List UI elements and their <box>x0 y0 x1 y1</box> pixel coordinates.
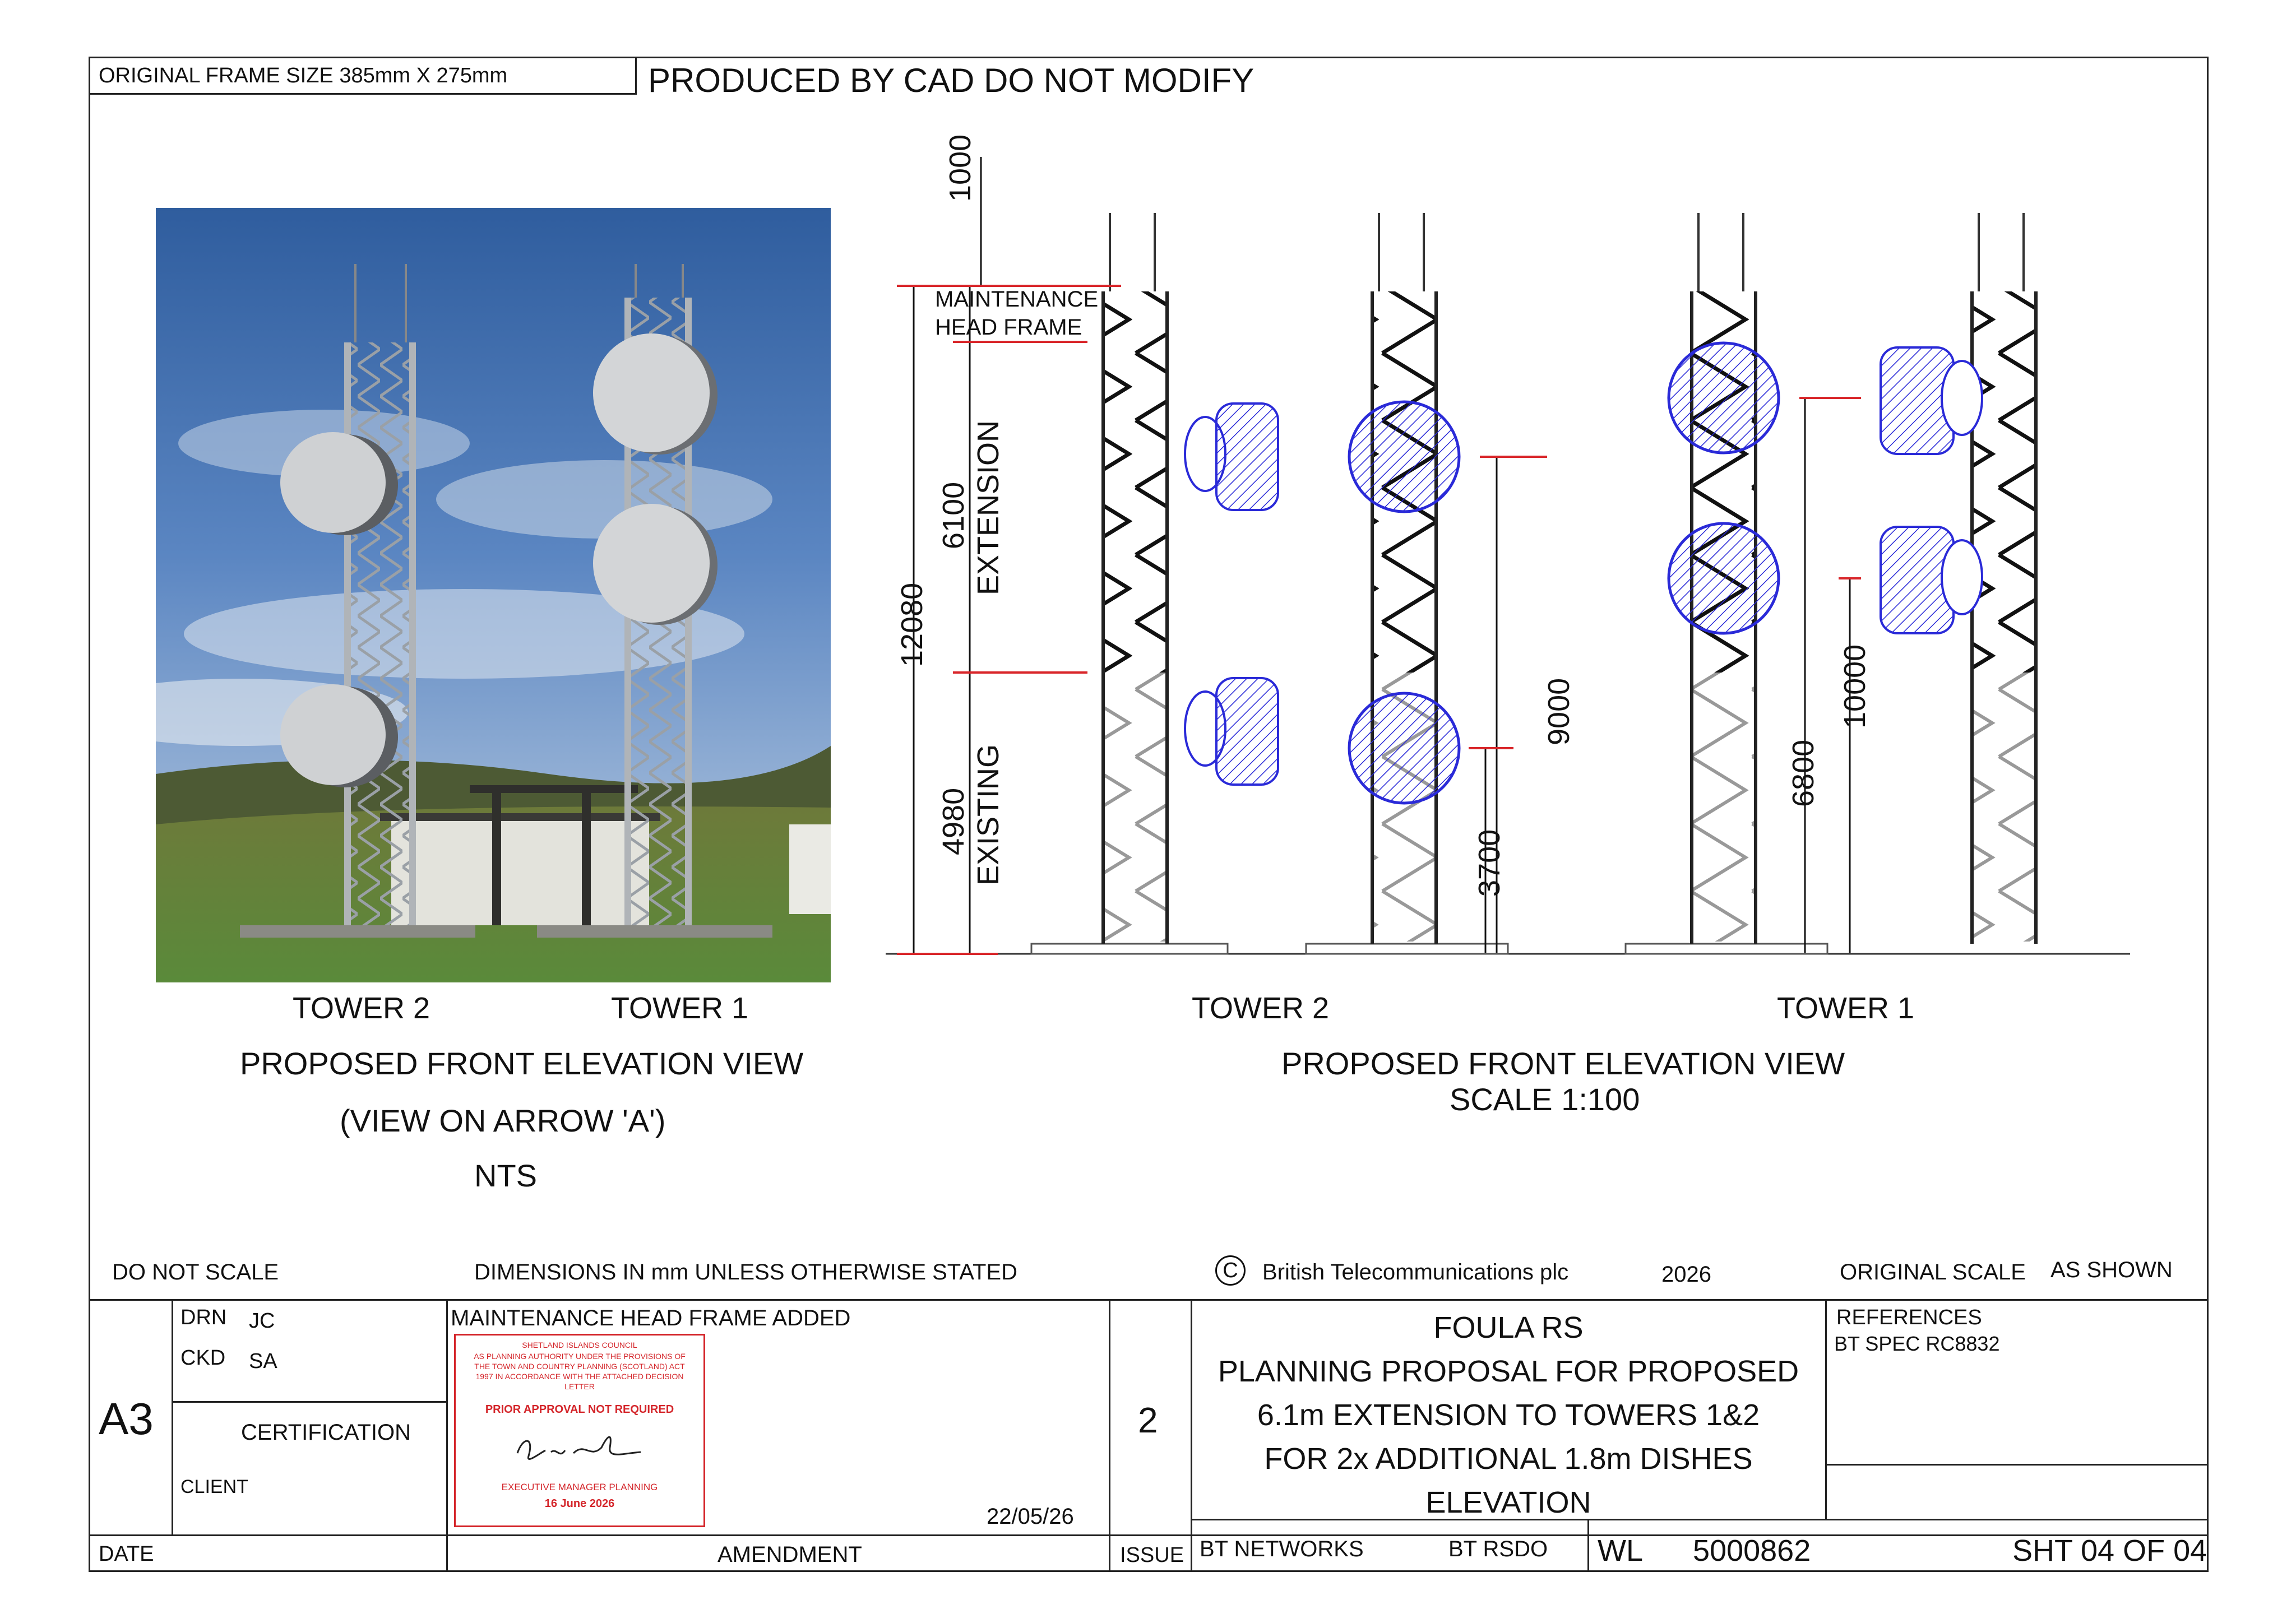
title-line-3: 6.1m EXTENSION TO TOWERS 1&2 <box>1257 1398 1760 1432</box>
copyright-holder: British Telecommunications plc <box>1262 1260 1569 1285</box>
dim-9000: 9000 <box>1542 678 1576 745</box>
stamp-signature <box>506 1425 658 1470</box>
copyright-symbol: C <box>1223 1259 1238 1282</box>
stamp-signatory: EXECUTIVE MANAGER PLANNING <box>501 1482 658 1492</box>
frame-size-note: ORIGINAL FRAME SIZE 385mm X 275mm <box>99 64 508 87</box>
photo-tower2-label: TOWER 2 <box>293 991 430 1025</box>
dimensions-note: DIMENSIONS IN mm UNLESS OTHERWISE STATED <box>474 1260 1017 1285</box>
amendment-text: MAINTENANCE HEAD FRAME ADDED <box>451 1306 851 1330</box>
sheet-size: A3 <box>99 1394 154 1444</box>
dim-existing-4980: 4980 <box>937 787 970 855</box>
stamp-date: 16 June 2026 <box>544 1497 615 1510</box>
tower2-front-elevation <box>1349 213 1459 944</box>
drawing-tower1-label: TOWER 1 <box>1777 991 1915 1025</box>
stamp-line3: 1997 IN ACCORDANCE WITH THE ATTACHED DECISION <box>475 1372 684 1381</box>
tower1-side-elevation <box>1881 213 2036 944</box>
bt-networks: BT NETWORKS <box>1200 1537 1364 1561</box>
council-approval-stamp <box>454 1334 705 1527</box>
stamp-status: PRIOR APPROVAL NOT REQUIRED <box>485 1403 674 1416</box>
original-scale-label: ORIGINAL SCALE <box>1840 1260 2026 1285</box>
stamp-line2: THE TOWN AND COUNTRY PLANNING (SCOTLAND) ACT <box>474 1362 685 1371</box>
title-line-5: ELEVATION <box>1425 1486 1591 1519</box>
original-scale-value: AS SHOWN <box>2050 1258 2173 1282</box>
dim-10000: 10000 <box>1838 644 1872 729</box>
maintenance-label-line1: MAINTENANCE <box>935 287 1099 312</box>
dim-extension-6100: 6100 <box>937 481 970 549</box>
extension-label: EXTENSION <box>971 420 1005 595</box>
issue-label: ISSUE <box>1120 1543 1184 1567</box>
tower1-front-elevation <box>1669 213 1779 944</box>
title-line-2: PLANNING PROPOSAL FOR PROPOSED <box>1218 1355 1799 1388</box>
dim-top-1000: 1000 <box>943 134 977 202</box>
title-line-1: FOULA RS <box>1433 1311 1584 1344</box>
title-line-4: FOR 2x ADDITIONAL 1.8m DISHES <box>1264 1442 1753 1476</box>
client-label: CLIENT <box>180 1476 248 1497</box>
photo-view-scale: NTS <box>474 1158 537 1193</box>
ckd-label: CKD <box>180 1346 226 1370</box>
drn-value: JC <box>249 1309 275 1333</box>
drawing-title-block <box>1192 1306 1825 1524</box>
date-label: DATE <box>99 1542 154 1566</box>
stamp-council: SHETLAND ISLANDS COUNCIL <box>522 1341 637 1350</box>
dim-3700: 3700 <box>1473 829 1506 897</box>
tower2-side-elevation <box>1103 213 1278 944</box>
sheet-number: SHT 04 OF 04 <box>2012 1534 2207 1568</box>
tower-photomontage <box>156 208 831 982</box>
drawing-tower2-label: TOWER 2 <box>1192 991 1330 1025</box>
stamp-line1: AS PLANNING AUTHORITY UNDER THE PROVISIONS OF <box>474 1352 686 1361</box>
dim-6800: 6800 <box>1786 739 1820 807</box>
drn-label: DRN <box>180 1306 227 1329</box>
ckd-value: SA <box>249 1350 277 1373</box>
photo-view-title: PROPOSED FRONT ELEVATION VIEW <box>240 1046 804 1081</box>
cad-notice: PRODUCED BY CAD DO NOT MODIFY <box>648 62 1255 99</box>
issue-number: 2 <box>1138 1400 1158 1440</box>
drawing-view-scale: SCALE 1:100 <box>1450 1082 1640 1117</box>
photo-view-subtitle: (VIEW ON ARROW 'A') <box>340 1103 666 1138</box>
maintenance-label-line2: HEAD FRAME <box>935 315 1082 340</box>
dim-overall-12080: 12080 <box>895 582 929 667</box>
copyright-icon <box>1215 1255 1246 1286</box>
references-label: REFERENCES <box>1836 1306 1982 1329</box>
bt-rsdo: BT RSDO <box>1448 1537 1548 1561</box>
amendment-label: AMENDMENT <box>718 1542 862 1567</box>
wl-number: 5000862 <box>1693 1534 1811 1568</box>
stamp-line4: LETTER <box>564 1382 595 1391</box>
do-not-scale-note: DO NOT SCALE <box>112 1260 279 1285</box>
photo-tower1-label: TOWER 1 <box>611 991 749 1025</box>
elevation-drawing <box>886 151 2141 970</box>
references-value: BT SPEC RC8832 <box>1834 1332 2000 1355</box>
drawing-view-title: PROPOSED FRONT ELEVATION VIEW <box>1281 1046 1845 1081</box>
amendment-date: 22/05/26 <box>987 1504 1074 1529</box>
existing-label: EXISTING <box>971 744 1005 885</box>
copyright-year: 2026 <box>1661 1262 1711 1287</box>
certification-label: CERTIFICATION <box>241 1420 411 1445</box>
wl-label: WL <box>1598 1534 1643 1568</box>
